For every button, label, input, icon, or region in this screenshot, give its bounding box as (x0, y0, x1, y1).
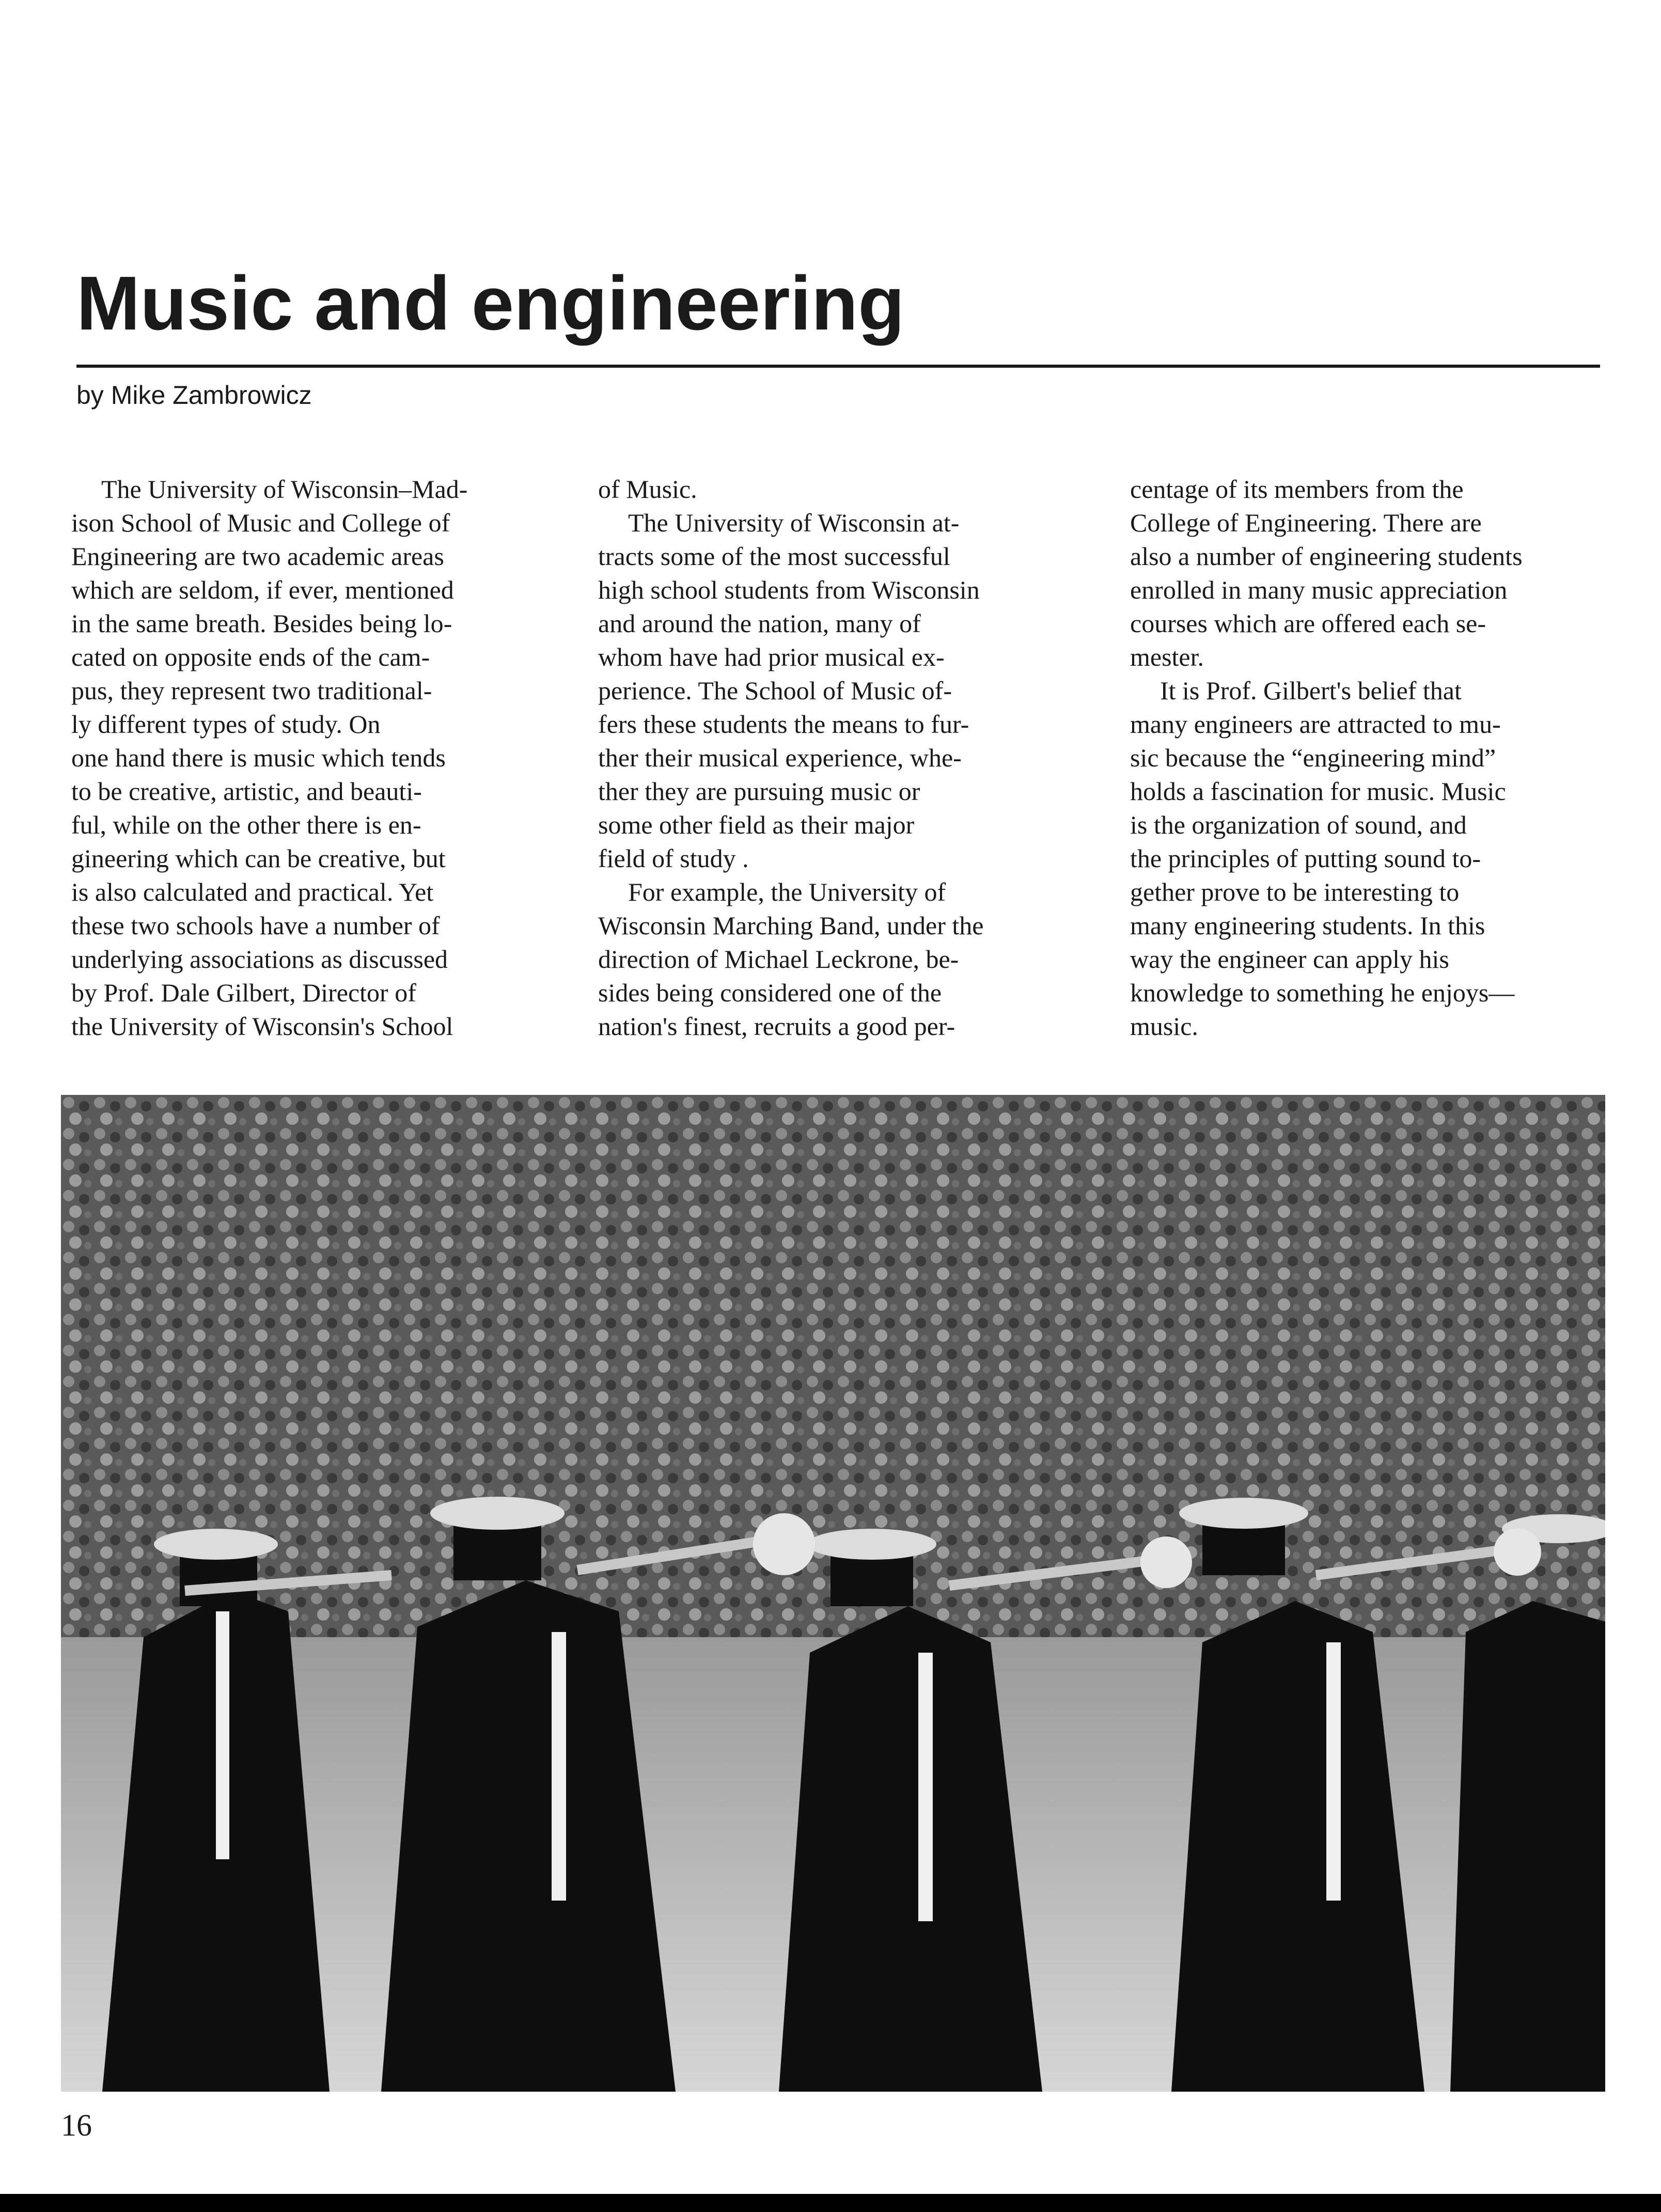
page-number: 16 (61, 2108, 92, 2142)
text-column-2 (598, 473, 1094, 1043)
article-title: Music and engineering (76, 261, 905, 346)
byline: by Mike Zambrowicz (76, 381, 312, 410)
paragraph-continuation: of Music. (598, 475, 697, 504)
page-edge-bar (0, 2194, 1661, 2212)
paragraph: For example, the University of Wisconsin Marching Band, under the direction of Michael Leckrone, be- sides being considered one of the nation's finest, recruits a good per- (598, 877, 984, 1041)
text-column-1 (71, 473, 567, 1043)
text-column-3 (1130, 473, 1626, 1043)
paragraph-continuation: centage of its members from the College of Engineering. There are also a number of engineering students enrolled in many music appreciation courses which are offered each se- mester. (1130, 475, 1523, 671)
paragraph: It is Prof. Gilbert's belief that many engineers are attracted to mu- sic because the “engineering mind” holds a fascination for music. Music is the organization of sound, and the principles of putting sound to- gether prove to be interesting to many engineering students. In this way the engineer can apply his knowledge to something he enjoys— music. (1130, 676, 1515, 1041)
paragraph: The University of Wisconsin–Mad- ison School of Music and College of Engineering are two academic areas which are seldom, if ever, mentioned in the same breath. Besides being lo- cated on opposite ends of the cam- pus, they represent two traditional- ly different types of study. On one hand there is music which tends to be creative, artistic, and beauti- ful, while on the other there is en- gineering which can be creative, but is also calculated and practical. Yet these two schools have a number of underlying associations as discussed by Prof. Dale Gilbert, Director of the University of Wisconsin's School (71, 475, 468, 1041)
title-rule (76, 365, 1600, 368)
marching-band-photo (61, 1095, 1605, 2092)
paragraph: The University of Wisconsin at- tracts some of the most successful high school students from Wisconsin and around the nation, many of whom have had prior musical ex- perience. The School of Music of- fers these students the means to fur- ther their musical experience, whe- ther they are pursuing music or some other field as their major field of study . (598, 508, 980, 873)
